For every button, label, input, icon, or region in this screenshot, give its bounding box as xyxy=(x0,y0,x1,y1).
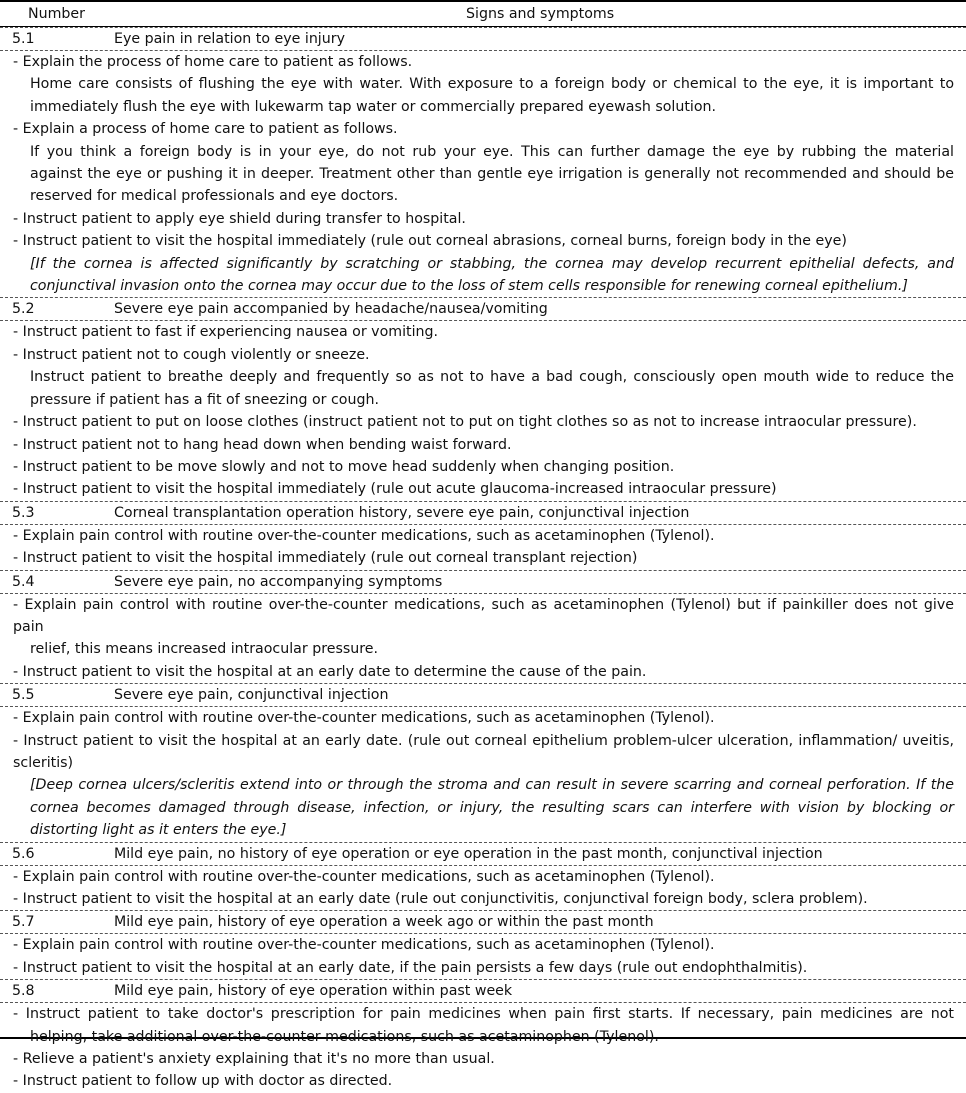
section-number: 5.8 xyxy=(12,983,35,1000)
instruction-line: - Explain pain control with routine over-the-counter medications, such as acetaminophen (Tylenol). xyxy=(13,710,715,727)
instruction-line: helping, take additional over-the-counter medications, such as acetaminophen (Tylenol). xyxy=(30,1028,659,1045)
instruction-line: - Instruct patient to visit the hospital at an early date, if the pain persists a few days (rule out endophthalmitis). xyxy=(13,959,808,976)
section-title: Mild eye pain, history of eye operation a week ago or within the past month xyxy=(114,914,654,931)
instruction-line: distorting light as it enters the eye.] xyxy=(30,822,287,839)
instruction-line: - Instruct patient to take doctor's prescription for pain medicines when pain first starts. If necessary, pain medicines are not xyxy=(13,1006,954,1023)
instruction-line: - Instruct patient to visit the hospital at an early date (rule out conjunctivitis, conjunctival foreign body, sclera problem). xyxy=(13,891,868,907)
section-row xyxy=(0,910,966,934)
table-header xyxy=(0,2,966,27)
instruction-line: - Explain pain control with routine over-the-counter medications, such as acetaminophen (Tylenol). xyxy=(13,868,715,885)
instruction-line: - Explain pain control with routine over-the-counter medications, such as acetaminophen (Tylenol) but if painkiller does not give pain xyxy=(13,596,954,635)
instruction-line: pressure if patient has a fit of sneezing or cough. xyxy=(30,391,379,408)
instruction-line: - Instruct patient not to hang head down when bending waist forward. xyxy=(13,436,512,453)
section-title: Corneal transplantation operation history, severe eye pain, conjunctival injection xyxy=(114,504,690,521)
instruction-line: - Instruct patient to visit the hospital immediately (rule out corneal transplant rejection) xyxy=(13,550,638,567)
instruction-line: - Instruct patient to apply eye shield during transfer to hospital. xyxy=(13,210,466,227)
instruction-line: relief, this means increased intraocular pressure. xyxy=(30,641,378,658)
instruction-line: against the eye or pushing it in deeper. Treatment other than gentle eye irrigation is generally not recommended and should be xyxy=(30,166,954,183)
section-title: Severe eye pain, conjunctival injection xyxy=(114,687,389,704)
section-row xyxy=(0,979,966,1003)
instruction-line: Home care consists of flushing the eye with water. With exposure to a foreign body or chemical to the eye, it is important to xyxy=(30,76,954,93)
instruction-line: - Instruct patient to visit the hospital at an early date. (rule out corneal epithelium problem-ulcer ulceration, inflammation/ uveitis, scleritis) xyxy=(13,732,954,771)
section-title: Mild eye pain, no history of eye operation or eye operation in the past month, conjunctival injection xyxy=(114,845,823,862)
instruction-line: - Instruct patient to follow up with doctor as directed. xyxy=(13,1073,393,1090)
header-number: Number xyxy=(28,6,85,22)
instruction-line: - Instruct patient to visit the hospital immediately (rule out acute glaucoma-increased intraocular pressure) xyxy=(13,481,777,498)
instruction-line: - Instruct patient to fast if experiencing nausea or vomiting. xyxy=(13,324,439,341)
section-number: 5.3 xyxy=(12,504,35,521)
instruction-line: reserved for medical professionals and eye doctors. xyxy=(30,188,399,205)
section-row xyxy=(0,27,966,51)
section-row xyxy=(0,501,966,525)
section-title: Mild eye pain, history of eye operation within past week xyxy=(114,983,513,1000)
instruction-line: If you think a foreign body is in your eye, do not rub your eye. This can further damage the eye by rubbing the material xyxy=(30,143,954,160)
instruction-line: - Explain a process of home care to patient as follows. xyxy=(13,121,398,138)
instruction-line: - Instruct patient to be move slowly and not to move head suddenly when changing position. xyxy=(13,458,675,475)
instruction-line: [If the cornea is affected significantly by scratching or stabbing, the cornea may develop recurrent epithelial defects, and xyxy=(30,255,954,272)
section-number: 5.1 xyxy=(12,31,35,47)
section-number: 5.7 xyxy=(12,914,35,931)
section-title: Eye pain in relation to eye injury xyxy=(114,31,345,47)
table-body xyxy=(0,27,966,1093)
instruction-line: - Instruct patient to put on loose clothes (instruct patient not to put on tight clothes so as not to increase intraocular pressure). xyxy=(13,414,917,431)
section-row xyxy=(0,570,966,594)
instruction-line: cornea becomes damaged through disease, infection, or injury, the resulting scars can interfere with vision by blocking or xyxy=(30,799,954,816)
instruction-line: conjunctival invasion onto the cornea may occur due to the loss of stem cells responsible for renewing corneal epithelium.] xyxy=(30,278,908,295)
section-number: 5.5 xyxy=(12,687,35,704)
section-title: Severe eye pain, no accompanying symptoms xyxy=(114,573,443,590)
instruction-line: Instruct patient to breathe deeply and frequently so as not to have a bad cough, consciously open mouth wide to reduce the xyxy=(30,369,954,386)
instruction-line: immediately flush the eye with lukewarm tap water or commercially prepared eyewash solution. xyxy=(30,98,717,115)
instruction-line: - Instruct patient to visit the hospital immediately (rule out corneal abrasions, corneal burns, foreign body in the eye) xyxy=(13,233,847,250)
section-number: 5.2 xyxy=(12,301,35,318)
instruction-line: - Explain pain control with routine over-the-counter medications, such as acetaminophen (Tylenol). xyxy=(13,527,715,544)
section-number: 5.4 xyxy=(12,573,35,590)
instruction-line: - Explain pain control with routine over-the-counter medications, such as acetaminophen (Tylenol). xyxy=(13,937,715,954)
section-row xyxy=(0,683,966,707)
instruction-line: - Instruct patient to visit the hospital at an early date to determine the cause of the pain. xyxy=(13,663,647,680)
instruction-line: - Relieve a patient's anxiety explaining that it's no more than usual. xyxy=(13,1051,495,1068)
header-signs-and-symptoms: Signs and symptoms xyxy=(466,6,615,22)
section-title: Severe eye pain accompanied by headache/nausea/vomiting xyxy=(114,301,548,318)
instruction-line: - Instruct patient not to cough violently or sneeze. xyxy=(13,346,370,363)
section-row xyxy=(0,842,966,866)
section-row xyxy=(0,297,966,321)
instruction-line: [Deep cornea ulcers/scleritis extend into or through the stroma and can result in severe scarring and corneal perforation. If the xyxy=(30,777,954,794)
instruction-line: - Explain the process of home care to patient as follows. xyxy=(13,54,413,70)
section-number: 5.6 xyxy=(12,845,35,862)
